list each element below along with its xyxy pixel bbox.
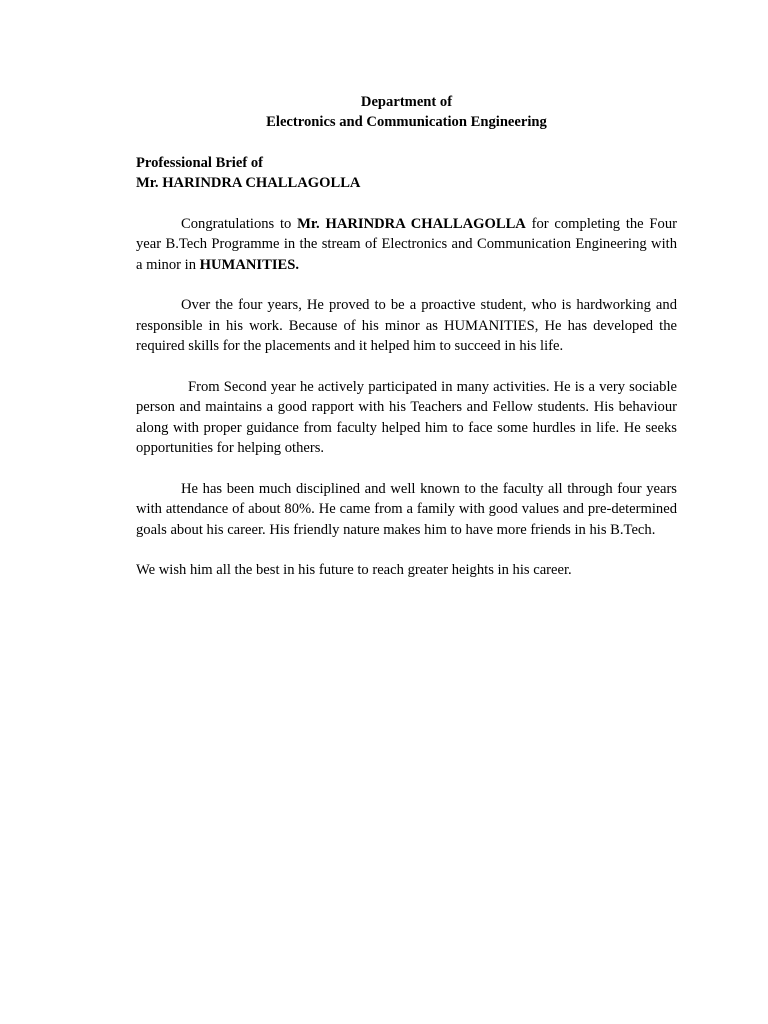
paragraph-discipline: He has been much disciplined and well known to the faculty all through four years with attendance of about 80%. He came from a family with good values and pre-determined goals about his career. His friendly nature makes him to have more friends in his B.Tech. [136, 480, 677, 538]
para1-lead: Congratulations to [181, 215, 292, 232]
paragraph-closing: We wish him all the best in his future to reach greater heights in his career. [136, 562, 572, 579]
document-body [136, 92, 677, 581]
para1-middle: for completing the Four year B.Tech Programme in the stream of Electronics and Communication Engineering with a minor in [136, 215, 678, 273]
para1-name: Mr. HARINDRA CHALLAGOLLA [297, 215, 526, 232]
department-line-2: Electronics and Communication Engineering [266, 114, 547, 131]
department-heading [136, 92, 677, 133]
paragraph-proactive: Over the four years, He proved to be a proactive student, who is hardworking and responsible in his work. Because of his minor as HUMANITIES, He has developed the required skills for the placements and it helped him to succeed in his life. [136, 297, 677, 355]
department-line-1: Department of [360, 94, 453, 110]
para1-minor: HUMANITIES. [199, 256, 299, 273]
paragraph-congratulations [136, 214, 677, 276]
brief-heading [136, 153, 677, 194]
brief-title: Professional Brief of [136, 154, 263, 171]
paragraph-activities: From Second year he actively participated in many activities. He is a very sociable person and maintains a good rapport with his Teachers and Fellow students. His behaviour along with proper guidance from faculty helped him to face some hurdles in life. He seeks opportunities for helping others. [136, 378, 677, 457]
student-name-heading: Mr. HARINDRA CHALLAGOLLA [136, 175, 361, 192]
